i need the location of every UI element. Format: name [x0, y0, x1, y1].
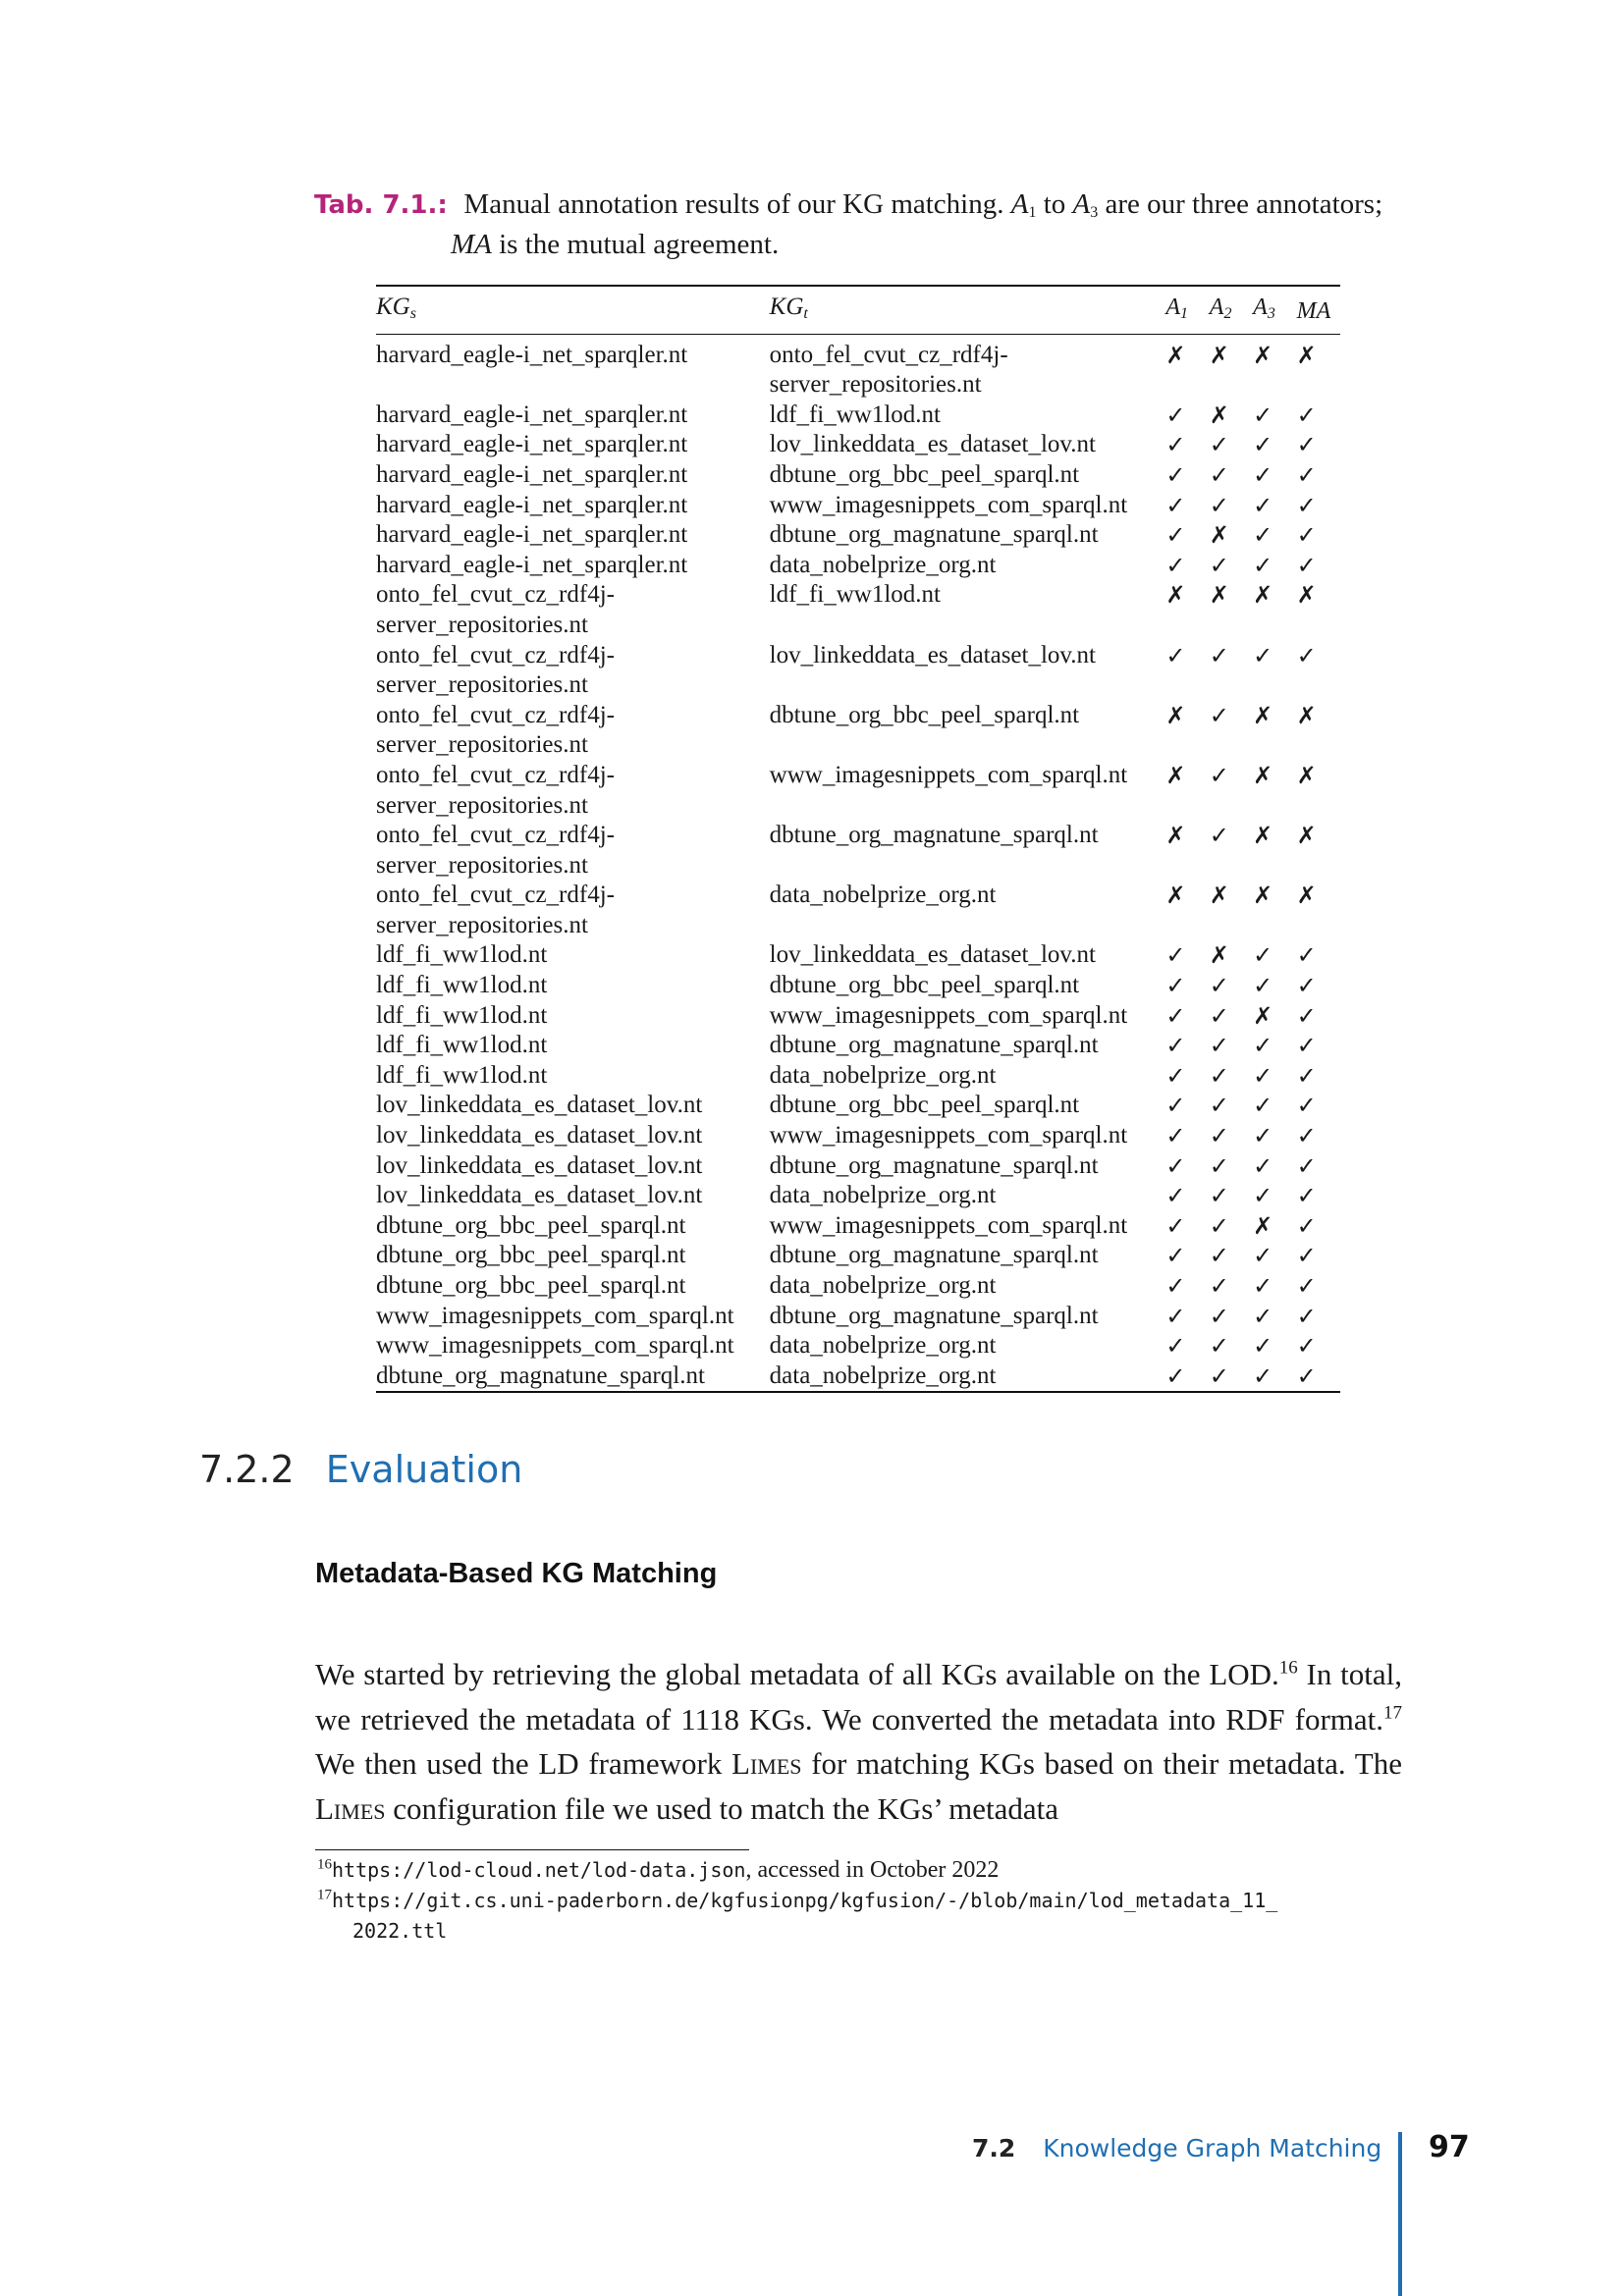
cell-a3: ✓	[1253, 1092, 1273, 1120]
cell-a1: ✓	[1165, 1242, 1186, 1270]
footnote-17: $^{17}$https://git.cs.uni-paderborn.de/kgfusionpg/kgfusion/-/blob/main/lod_metadata_11_	[317, 1887, 1278, 1912]
cell-a1: ✗	[1165, 822, 1186, 850]
footnote-16-link[interactable]: https://lod-cloud.net/lod-data.json	[332, 1858, 746, 1882]
cell-a2: ✓	[1209, 1032, 1229, 1060]
header-a1: $A_1$	[1165, 286, 1209, 334]
kg-matching-table	[376, 285, 1340, 1393]
cell-a3: ✓	[1253, 1151, 1273, 1180]
cell-a1: ✓	[1165, 1061, 1186, 1090]
cell-a1: ✗	[1165, 701, 1186, 729]
footnotes	[317, 1855, 1407, 1947]
cell-kgs: onto_fel_cvut_cz_rdf4j-server_repositories.nt	[376, 761, 615, 819]
cell-a3: ✗	[1253, 761, 1273, 789]
cell-a3: ✓	[1253, 1242, 1273, 1270]
header-a2: $A_2$	[1210, 286, 1253, 334]
footer-bar	[1398, 2132, 1402, 2296]
cell-kgt: data_nobelprize_org.nt	[769, 1061, 997, 1089]
page-number: 97	[1429, 2130, 1470, 2164]
cell-kgt: dbtune_org_magnatune_sparql.nt	[769, 1032, 1099, 1059]
cell-kgs: dbtune_org_bbc_peel_sparql.nt	[376, 1242, 686, 1269]
table-row	[376, 1211, 1340, 1242]
cell-a1: ✓	[1165, 1302, 1186, 1330]
cell-ma: ✓	[1296, 1001, 1317, 1030]
cell-kgt: lov_linkeddata_es_dataset_lov.nt	[769, 941, 1096, 969]
cell-kgs: ldf_fi_ww1lod.nt	[376, 941, 548, 969]
cell-a2: ✓	[1209, 1122, 1229, 1150]
cell-a2: ✗	[1209, 400, 1229, 429]
cell-ma: ✗	[1296, 581, 1317, 610]
cell-a2: ✓	[1209, 491, 1229, 519]
table-row	[376, 701, 1340, 761]
cell-a2: ✓	[1209, 822, 1229, 850]
cell-ma: ✓	[1296, 1092, 1317, 1120]
cell-kgt: dbtune_org_magnatune_sparql.nt	[769, 521, 1099, 549]
cell-kgs: dbtune_org_bbc_peel_sparql.nt	[376, 1211, 686, 1239]
cell-kgs: onto_fel_cvut_cz_rdf4j-server_repositories.nt	[376, 822, 615, 879]
cell-ma: ✓	[1296, 400, 1317, 429]
table-row	[376, 580, 1340, 640]
cell-a3: ✓	[1253, 551, 1273, 579]
section-title: Evaluation	[325, 1448, 523, 1491]
cell-a1: ✓	[1165, 1001, 1186, 1030]
table-row	[376, 520, 1340, 551]
cell-ma: ✓	[1296, 521, 1317, 550]
cell-kgs: harvard_eagle-i_net_sparqler.nt	[376, 521, 688, 549]
table-row	[376, 641, 1340, 701]
cell-kgs: ldf_fi_ww1lod.nt	[376, 972, 548, 999]
table-row	[376, 761, 1340, 821]
cell-kgt: data_nobelprize_org.nt	[769, 551, 997, 578]
table-row	[376, 1091, 1340, 1121]
cell-a2: ✗	[1209, 881, 1229, 910]
cell-ma: ✓	[1296, 1242, 1317, 1270]
table-caption	[314, 188, 1404, 261]
table-header-row	[376, 286, 1340, 334]
cell-ma: ✗	[1296, 822, 1317, 850]
cell-kgt: dbtune_org_magnatune_sparql.nt	[769, 822, 1099, 849]
cell-a1: ✓	[1165, 1272, 1186, 1300]
cell-kgt: dbtune_org_magnatune_sparql.nt	[769, 1302, 1099, 1329]
cell-a2: ✓	[1209, 1001, 1229, 1030]
cell-a1: ✓	[1165, 972, 1186, 1000]
cell-a1: ✓	[1165, 400, 1186, 429]
cell-a3: ✓	[1253, 1061, 1273, 1090]
cell-kgs: harvard_eagle-i_net_sparqler.nt	[376, 400, 688, 428]
cell-ma: ✓	[1296, 1182, 1317, 1210]
cell-kgs: onto_fel_cvut_cz_rdf4j-server_repositories.nt	[376, 701, 615, 759]
table-row	[376, 1121, 1340, 1151]
cell-a1: ✓	[1165, 1332, 1186, 1361]
table-row	[376, 821, 1340, 881]
cell-a1: ✓	[1165, 1182, 1186, 1210]
cell-kgt: ldf_fi_ww1lod.nt	[769, 400, 941, 428]
cell-ma: ✓	[1296, 1332, 1317, 1361]
cell-a1: ✗	[1165, 341, 1186, 369]
cell-a3: ✗	[1253, 581, 1273, 610]
cell-ma: ✗	[1296, 701, 1317, 729]
cell-a2: ✓	[1209, 1332, 1229, 1361]
table-row	[376, 460, 1340, 491]
table-row	[376, 1271, 1340, 1302]
cell-ma: ✓	[1296, 1211, 1317, 1240]
cell-kgt: data_nobelprize_org.nt	[769, 1182, 997, 1209]
footnote-ref-16[interactable]: 16	[1278, 1657, 1298, 1679]
caption-text-line2: MA is the mutual agreement.	[451, 229, 780, 260]
table-row	[376, 1181, 1340, 1211]
cell-a1: ✓	[1165, 941, 1186, 970]
table-label: Tab. 7.1.:	[314, 190, 448, 220]
cell-a3: ✓	[1253, 972, 1273, 1000]
cell-a1: ✓	[1165, 1151, 1186, 1180]
cell-a1: ✓	[1165, 551, 1186, 579]
cell-kgt: dbtune_org_bbc_peel_sparql.nt	[769, 701, 1080, 728]
cell-kgs: lov_linkeddata_es_dataset_lov.nt	[376, 1182, 703, 1209]
cell-a2: ✓	[1209, 1211, 1229, 1240]
caption-text: Manual annotation results of our KG matching. $A_1$ to $A_3$ are our three annotators;	[463, 188, 1383, 221]
cell-a2: ✗	[1209, 341, 1229, 369]
cell-kgt: data_nobelprize_org.nt	[769, 1272, 997, 1299]
cell-a3: ✗	[1253, 341, 1273, 369]
cell-kgt: data_nobelprize_org.nt	[769, 1332, 997, 1360]
cell-a3: ✓	[1253, 1272, 1273, 1300]
cell-kgs: lov_linkeddata_es_dataset_lov.nt	[376, 1092, 703, 1119]
cell-a2: ✓	[1209, 1151, 1229, 1180]
cell-kgt: lov_linkeddata_es_dataset_lov.nt	[769, 641, 1096, 668]
cell-a2: ✓	[1209, 761, 1229, 789]
cell-a3: ✓	[1253, 1362, 1273, 1390]
cell-a2: ✓	[1209, 431, 1229, 459]
cell-a3: ✓	[1253, 1032, 1273, 1060]
section-heading	[199, 1448, 522, 1491]
cell-kgs: ldf_fi_ww1lod.nt	[376, 1001, 548, 1029]
cell-kgt: lov_linkeddata_es_dataset_lov.nt	[769, 431, 1096, 458]
cell-a2: ✓	[1209, 1272, 1229, 1300]
table-row	[376, 1241, 1340, 1271]
cell-a3: ✓	[1253, 1122, 1273, 1150]
cell-kgs: onto_fel_cvut_cz_rdf4j-server_repositories.nt	[376, 881, 615, 938]
footnote-17-link[interactable]: https://git.cs.uni-paderborn.de/kgfusionpg/kgfusion/-/blob/main/lod_metadata_11_	[332, 1889, 1278, 1912]
cell-a3: ✓	[1253, 400, 1273, 429]
cell-kgs: onto_fel_cvut_cz_rdf4j-server_repositories.nt	[376, 581, 615, 638]
cell-a3: ✓	[1253, 1302, 1273, 1330]
table-row	[376, 334, 1340, 400]
table-row	[376, 881, 1340, 940]
cell-kgs: lov_linkeddata_es_dataset_lov.nt	[376, 1151, 703, 1179]
subsection-title: Metadata-Based KG Matching	[315, 1558, 718, 1589]
cell-ma: ✓	[1296, 1032, 1317, 1060]
cell-kgt: data_nobelprize_org.nt	[769, 881, 997, 909]
cell-kgt: www_imagesnippets_com_sparql.nt	[769, 761, 1128, 788]
cell-a1: ✗	[1165, 581, 1186, 610]
header-kgt: $KG_t$	[770, 286, 1166, 334]
table-row	[376, 400, 1340, 431]
cell-kgs: harvard_eagle-i_net_sparqler.nt	[376, 551, 688, 578]
cell-a3: ✓	[1253, 941, 1273, 970]
cell-ma: ✓	[1296, 431, 1317, 459]
cell-a2: ✓	[1209, 1182, 1229, 1210]
table-row	[376, 971, 1340, 1001]
table-row	[376, 1362, 1340, 1393]
header-kgs: $KG_s$	[376, 286, 770, 334]
cell-a3: ✗	[1253, 1001, 1273, 1030]
cell-a2: ✓	[1209, 972, 1229, 1000]
cell-a2: ✗	[1209, 521, 1229, 550]
cell-kgt: dbtune_org_magnatune_sparql.nt	[769, 1242, 1099, 1269]
cell-kgs: dbtune_org_magnatune_sparql.nt	[376, 1362, 705, 1389]
footnote-divider	[315, 1849, 749, 1850]
cell-a2: ✓	[1209, 1061, 1229, 1090]
cell-a2: ✓	[1209, 641, 1229, 669]
cell-a2: ✓	[1209, 460, 1229, 489]
cell-kgt: www_imagesnippets_com_sparql.nt	[769, 491, 1128, 518]
cell-a2: ✓	[1209, 1302, 1229, 1330]
table-row	[376, 1331, 1340, 1362]
cell-kgt: www_imagesnippets_com_sparql.nt	[769, 1211, 1128, 1239]
running-footer	[972, 2134, 1381, 2163]
table-row	[376, 551, 1340, 581]
cell-a3: ✗	[1253, 701, 1273, 729]
cell-kgs: lov_linkeddata_es_dataset_lov.nt	[376, 1122, 703, 1149]
body-paragraph: We started by retrieving the global metadata of all KGs available on the LOD.$^{16}$ In total, we retrieved the metadata of 1118 KGs. We converted the metadata into RDF format.$^{17}$ We then used the LD framework Limes for matching KGs based on their metadata. The Limes configuration file we used to match the KGs’ metadata	[315, 1657, 1402, 1826]
cell-a2: ✓	[1209, 1242, 1229, 1270]
table-row	[376, 1001, 1340, 1032]
cell-kgt: onto_fel_cvut_cz_rdf4j-server_repositories.nt	[769, 341, 1008, 399]
footnote-ref-17[interactable]: 17	[1383, 1702, 1402, 1724]
cell-a1: ✓	[1165, 1362, 1186, 1390]
table-row	[376, 1061, 1340, 1092]
cell-a2: ✗	[1209, 581, 1229, 610]
footer-section-title: Knowledge Graph Matching	[1043, 2134, 1382, 2163]
cell-ma: ✗	[1296, 761, 1317, 789]
footnote-16: $^{16}$https://lod-cloud.net/lod-data.json, accessed in October 2022	[317, 1856, 1000, 1883]
footnote-17-cont: 2022.ttl	[352, 1919, 448, 1943]
cell-kgs: harvard_eagle-i_net_sparqler.nt	[376, 491, 688, 518]
cell-kgs: harvard_eagle-i_net_sparqler.nt	[376, 431, 688, 458]
cell-kgs: ldf_fi_ww1lod.nt	[376, 1061, 548, 1089]
cell-ma: ✓	[1296, 941, 1317, 970]
cell-ma: ✓	[1296, 551, 1317, 579]
cell-ma: ✓	[1296, 1302, 1317, 1330]
cell-a3: ✗	[1253, 822, 1273, 850]
cell-a1: ✓	[1165, 1092, 1186, 1120]
cell-a1: ✗	[1165, 881, 1186, 910]
cell-a2: ✓	[1209, 1362, 1229, 1390]
cell-kgs: harvard_eagle-i_net_sparqler.nt	[376, 460, 688, 488]
cell-ma: ✓	[1296, 1362, 1317, 1390]
cell-kgt: dbtune_org_magnatune_sparql.nt	[769, 1151, 1099, 1179]
cell-a1: ✓	[1165, 431, 1186, 459]
cell-a3: ✓	[1253, 641, 1273, 669]
cell-kgt: data_nobelprize_org.nt	[769, 1362, 997, 1389]
section-number: 7.2.2	[199, 1448, 295, 1491]
cell-a3: ✓	[1253, 521, 1273, 550]
table-row	[376, 491, 1340, 521]
cell-a3: ✓	[1253, 460, 1273, 489]
cell-a3: ✗	[1253, 1211, 1273, 1240]
cell-a3: ✓	[1253, 491, 1273, 519]
cell-a1: ✓	[1165, 521, 1186, 550]
cell-ma: ✓	[1296, 460, 1317, 489]
cell-ma: ✓	[1296, 491, 1317, 519]
cell-a1: ✗	[1165, 761, 1186, 789]
cell-kgs: dbtune_org_bbc_peel_sparql.nt	[376, 1272, 686, 1299]
cell-kgt: dbtune_org_bbc_peel_sparql.nt	[769, 1092, 1080, 1119]
cell-kgt: dbtune_org_bbc_peel_sparql.nt	[769, 972, 1080, 999]
cell-kgt: dbtune_org_bbc_peel_sparql.nt	[769, 460, 1080, 488]
table-body	[376, 334, 1340, 1392]
cell-a2: ✓	[1209, 551, 1229, 579]
cell-ma: ✓	[1296, 1272, 1317, 1300]
cell-kgt: www_imagesnippets_com_sparql.nt	[769, 1122, 1128, 1149]
cell-kgt: www_imagesnippets_com_sparql.nt	[769, 1001, 1128, 1029]
cell-ma: ✓	[1296, 1151, 1317, 1180]
cell-ma: ✗	[1296, 881, 1317, 910]
cell-ma: ✓	[1296, 972, 1317, 1000]
header-ma: MA	[1297, 286, 1340, 334]
table-row	[376, 1151, 1340, 1182]
cell-kgs: onto_fel_cvut_cz_rdf4j-server_repositories.nt	[376, 641, 615, 699]
cell-ma: ✗	[1296, 341, 1317, 369]
cell-a1: ✓	[1165, 1122, 1186, 1150]
cell-a3: ✓	[1253, 1182, 1273, 1210]
cell-ma: ✓	[1296, 641, 1317, 669]
cell-a1: ✓	[1165, 460, 1186, 489]
header-a3: $A_3$	[1253, 286, 1296, 334]
footer-section-number: 7.2	[972, 2134, 1016, 2163]
table-row	[376, 1302, 1340, 1332]
table-row	[376, 940, 1340, 971]
cell-a1: ✓	[1165, 491, 1186, 519]
cell-kgt: ldf_fi_ww1lod.nt	[769, 581, 941, 609]
cell-ma: ✓	[1296, 1122, 1317, 1150]
table-row	[376, 1031, 1340, 1061]
cell-kgs: www_imagesnippets_com_sparql.nt	[376, 1302, 734, 1329]
cell-kgs: harvard_eagle-i_net_sparqler.nt	[376, 341, 688, 368]
cell-a3: ✓	[1253, 1332, 1273, 1361]
cell-a1: ✓	[1165, 1211, 1186, 1240]
cell-kgs: ldf_fi_ww1lod.nt	[376, 1032, 548, 1059]
cell-kgs: www_imagesnippets_com_sparql.nt	[376, 1332, 734, 1360]
cell-a3: ✗	[1253, 881, 1273, 910]
cell-a1: ✓	[1165, 1032, 1186, 1060]
cell-a2: ✓	[1209, 1092, 1229, 1120]
cell-a2: ✗	[1209, 941, 1229, 970]
table-row	[376, 430, 1340, 460]
cell-a1: ✓	[1165, 641, 1186, 669]
cell-a3: ✓	[1253, 431, 1273, 459]
cell-a2: ✓	[1209, 701, 1229, 729]
cell-ma: ✓	[1296, 1061, 1317, 1090]
